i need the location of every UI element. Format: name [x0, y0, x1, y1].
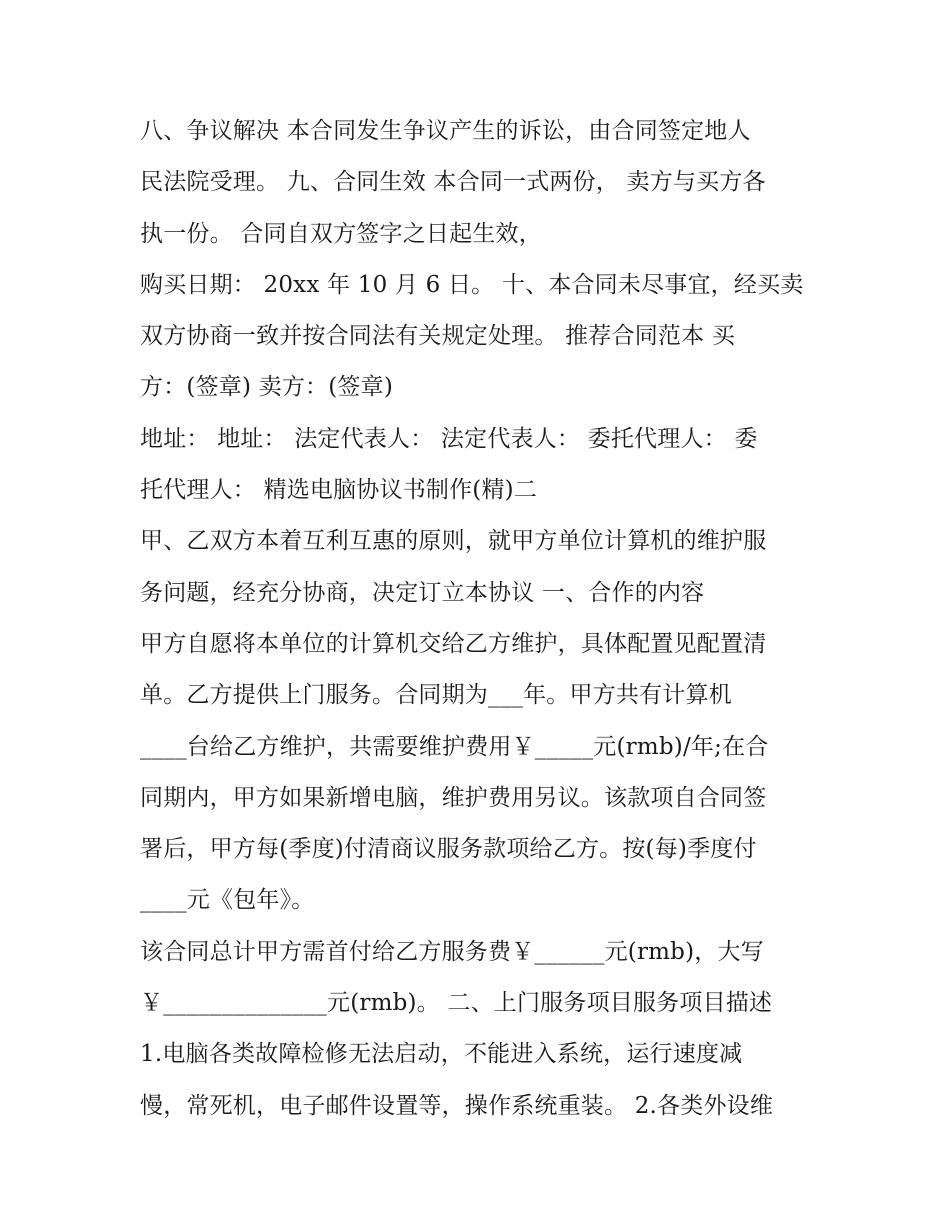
text-line: ￥______________元(rmb)。 二、上门服务项目服务项目描述 [140, 990, 773, 1017]
text-line: 八、争议解决 本合同发生争议产生的诉讼，由合同签定地人 [140, 118, 751, 144]
text-line: 1.电脑各类故障检修无法启动，不能进入系统，运行速度减 [140, 1041, 743, 1068]
text-line: 地址： 地址： 法定代表人： 法定代表人： 委托代理人： 委 [140, 425, 758, 452]
text-line: ____元《包年》。 [140, 887, 315, 914]
text-line: 务问题，经充分协商，决定订立本协议 一、合作的内容 [140, 579, 705, 606]
text-line: 甲方自愿将本单位的计算机交给乙方维护，具体配置见配置清 [140, 630, 767, 657]
text-line: 该合同总计甲方需首付给乙方服务费￥______元(rmb)，大写 [140, 938, 764, 965]
document-body [140, 106, 820, 1132]
text-line: 执一份。 合同自双方签字之日起生效， [140, 220, 542, 247]
text-line: 购买日期： 20xx 年 10 月 6 日。 十、本合同未尽事宜，经买卖 [140, 271, 804, 298]
text-line: 署后，甲方每(季度)付清商议服务款项给乙方。按(每)季度付 [140, 836, 757, 863]
text-line: 方：(签章) 卖方：(签章) [140, 374, 394, 401]
text-line: 甲、乙双方本着互利互惠的原则，就甲方单位计算机的维护服 [140, 528, 767, 555]
text-line: ____台给乙方维护，共需要维护费用￥_____元(rmb)/年;在合 [140, 733, 769, 760]
text-line: 双方协商一致并按合同法有关规定处理。 推荐合同范本 买 [140, 323, 736, 350]
text-line: 慢，常死机，电子邮件设置等，操作系统重装。 2.各类外设维 [140, 1092, 774, 1119]
text-line: 单。乙方提供上门服务。合同期为___年。甲方共有计算机 [140, 682, 732, 709]
text-line: 民法院受理。 九、合同生效 本合同一式两份， 卖方与买方各 [140, 169, 766, 196]
text-line: 托代理人： 精选电脑协议书制作(精)二 [140, 477, 538, 504]
text-line: 同期内，甲方如果新增电脑，维护费用另议。该款项自合同签 [140, 784, 767, 811]
